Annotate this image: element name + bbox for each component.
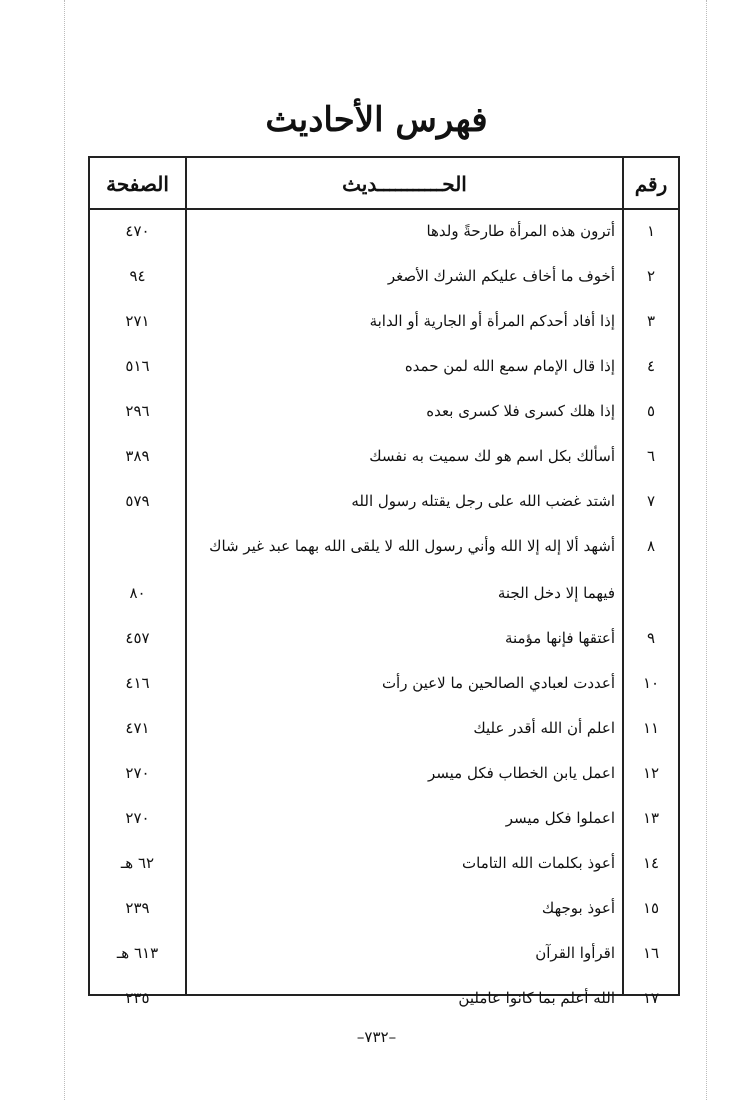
- table-row: [90, 887, 678, 929]
- row-page: ٢٧٠: [125, 764, 150, 782]
- row-page: ٦١٣ هـ: [116, 944, 159, 962]
- row-page: [90, 525, 185, 567]
- row-number: ٥: [646, 402, 656, 420]
- row-hadith-text: أعتقها فإنها مؤمنة: [504, 629, 615, 647]
- row-number: ١٢: [642, 764, 660, 782]
- row-page: ٥١٦: [125, 357, 150, 375]
- row-page: ٣٨٩: [125, 447, 150, 465]
- row-hadith-text: اعملوا فكل ميسر: [505, 809, 615, 827]
- table-row: [90, 842, 678, 884]
- row-page: ٦٢ هـ: [120, 854, 155, 872]
- row-hadith-text: أسألك بكل اسم هو لك سميت به نفسك: [369, 447, 615, 465]
- row-number: ٨: [646, 537, 656, 555]
- row-hadith-text: أعوذ بكلمات الله التامات: [462, 854, 615, 872]
- row-page: ٢٧١: [125, 312, 150, 330]
- row-number: ١٣: [642, 809, 660, 827]
- row-number: ٣: [646, 312, 656, 330]
- row-number: ١٦: [642, 944, 660, 962]
- row-page: ٥٧٩: [125, 492, 150, 510]
- row-page: ٤٥٧: [125, 629, 150, 647]
- row-hadith-text: فيهما إلا دخل الجنة: [497, 584, 615, 602]
- table-row: [90, 617, 678, 659]
- header-number: رقم: [634, 172, 668, 196]
- table-row: [90, 707, 678, 749]
- header-hadith: الحـــــــــــديث: [342, 172, 467, 196]
- table-row: [90, 797, 678, 839]
- page-title: فهرس الأحاديث: [265, 100, 488, 140]
- row-number: ١٥: [642, 899, 660, 917]
- row-number: ١: [646, 222, 656, 240]
- table-row: [90, 525, 678, 567]
- row-hadith-text: أترون هذه المرأة طارحةً ولدها: [426, 222, 615, 240]
- row-hadith-text: إذا هلك كسرى فلا كسرى بعده: [426, 402, 615, 420]
- row-number: ٤: [646, 357, 656, 375]
- row-hadith-text: أعوذ بوجهك: [541, 899, 615, 917]
- table-row: [90, 977, 678, 1019]
- table-row: [90, 210, 678, 252]
- hadith-index-table: [88, 156, 680, 1007]
- table-row: [90, 932, 678, 974]
- table-row: [90, 300, 678, 342]
- row-page: ٤٧٠: [125, 222, 150, 240]
- table-row: [90, 480, 678, 522]
- row-page: ٢٣٩: [125, 899, 150, 917]
- row-number: [624, 572, 678, 614]
- row-number: ١٧: [642, 989, 660, 1007]
- row-number: ١٠: [642, 674, 660, 692]
- row-hadith-text: الله أعلم بما كانوا عاملين: [458, 989, 615, 1007]
- row-number: ١١: [642, 719, 660, 737]
- table-row: [90, 752, 678, 794]
- table-row: [90, 390, 678, 432]
- row-hadith-text: أشهد ألا إله إلا الله وأني رسول الله لا يلقى الله بهما عبد غير شاك: [209, 537, 615, 555]
- row-hadith-text: إذا أفاد أحدكم المرأة أو الجارية أو الدابة: [369, 312, 615, 330]
- row-hadith-text: إذا قال الإمام سمع الله لمن حمده: [404, 357, 615, 375]
- row-hadith-text: اشتد غضب الله على رجل يقتله رسول الله: [351, 492, 615, 510]
- row-number: ٩: [646, 629, 656, 647]
- row-number: ٦: [646, 447, 656, 465]
- header-page: الصفحة: [106, 172, 169, 196]
- row-hadith-text: اعلم أن الله أقدر عليك: [473, 719, 615, 737]
- row-page: ٢٣٥: [125, 989, 150, 1007]
- page-number: –٧٣٢–: [356, 1028, 397, 1046]
- row-number: ٧: [646, 492, 656, 510]
- row-page: ٢٩٦: [125, 402, 150, 420]
- row-hadith-text: اقرأوا القرآن: [535, 944, 615, 962]
- row-page: ٤٧١: [125, 719, 150, 737]
- row-page: ٢٧٠: [125, 809, 150, 827]
- table-row: [90, 345, 678, 387]
- row-number: ١٤: [642, 854, 660, 872]
- table-row: [90, 255, 678, 297]
- margin-guide-left: [64, 0, 65, 1100]
- row-hadith-text: اعمل يابن الخطاب فكل ميسر: [427, 764, 615, 782]
- row-page: ٨٠: [129, 584, 146, 602]
- row-page: ٤١٦: [125, 674, 150, 692]
- row-hadith-text: أخوف ما أخاف عليكم الشرك الأصغر: [387, 267, 615, 285]
- row-hadith-text: أعددت لعبادي الصالحين ما لاعين رأت: [381, 674, 615, 692]
- table-row: [90, 572, 678, 614]
- table-row: [90, 662, 678, 704]
- row-page: ٩٤: [129, 267, 146, 285]
- margin-guide-right: [706, 0, 707, 1100]
- row-number: ٢: [646, 267, 656, 285]
- table-row: [90, 435, 678, 477]
